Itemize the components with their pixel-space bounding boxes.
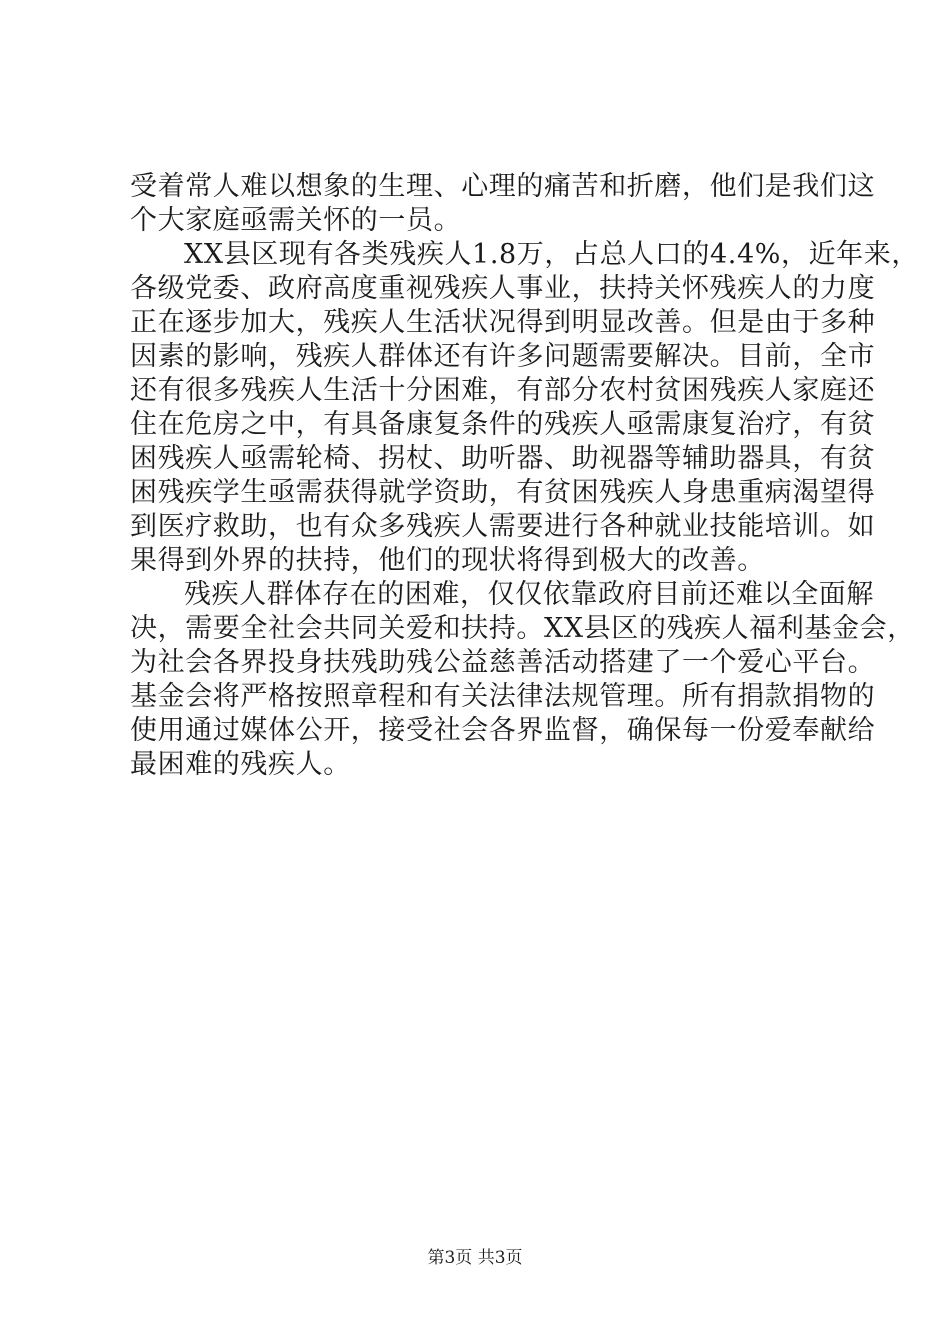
text-line: 使用通过媒体公开，接受社会各界监督，确保每一份爱奉献给 (130, 715, 876, 746)
text-line: 果得到外界的扶持，他们的现状将得到极大的改善。 (130, 545, 765, 576)
paragraph-2 (130, 238, 919, 578)
text-line: 到医疗救助，也有众多残疾人需要进行各种就业技能培训。如 (130, 511, 876, 542)
text-line: 最困难的残疾人。 (130, 749, 351, 780)
text-line: 各级党委、政府高度重视残疾人事业，扶持关怀残疾人的力度 (130, 273, 876, 304)
text-line: 决，需要全社会共同关爱和扶持。XX县区的残疾人福利基金会， (130, 613, 915, 644)
text-line: 困残疾学生亟需获得就学资助，有贫困残疾人身患重病渴望得 (130, 477, 876, 508)
text-line: 因素的影响，残疾人群体还有许多问题需要解决。目前，全市 (130, 341, 876, 372)
paragraph-3 (130, 578, 915, 782)
text-line: 残疾人群体存在的困难，仅仅依靠政府目前还难以全面解 (184, 579, 874, 610)
page-number: 第3页 共3页 (427, 1248, 523, 1268)
text-line: XX县区现有各类残疾人1.8万，占总人口的4.4%，近年来， (184, 239, 919, 270)
text-line: 住在危房之中，有具备康复条件的残疾人亟需康复治疗，有贫 (130, 409, 876, 440)
text-line: 为社会各界投身扶残助残公益慈善活动搭建了一个爱心平台。 (130, 647, 876, 678)
text-line: 基金会将严格按照章程和有关法律法规管理。所有捐款捐物的 (130, 681, 876, 712)
text-line: 受着常人难以想象的生理、心理的痛苦和折磨，他们是我们这 (130, 171, 876, 202)
text-line: 还有很多残疾人生活十分困难，有部分农村贫困残疾人家庭还 (130, 375, 876, 406)
page-footer (0, 1243, 950, 1268)
text-line: 困残疾人亟需轮椅、拐杖、助听器、助视器等辅助器具，有贫 (130, 443, 876, 474)
document-body (130, 170, 919, 782)
text-line: 个大家庭亟需关怀的一员。 (130, 205, 462, 236)
text-line: 正在逐步加大，残疾人生活状况得到明显改善。但是由于多种 (130, 307, 876, 338)
paragraph-1 (130, 170, 876, 238)
